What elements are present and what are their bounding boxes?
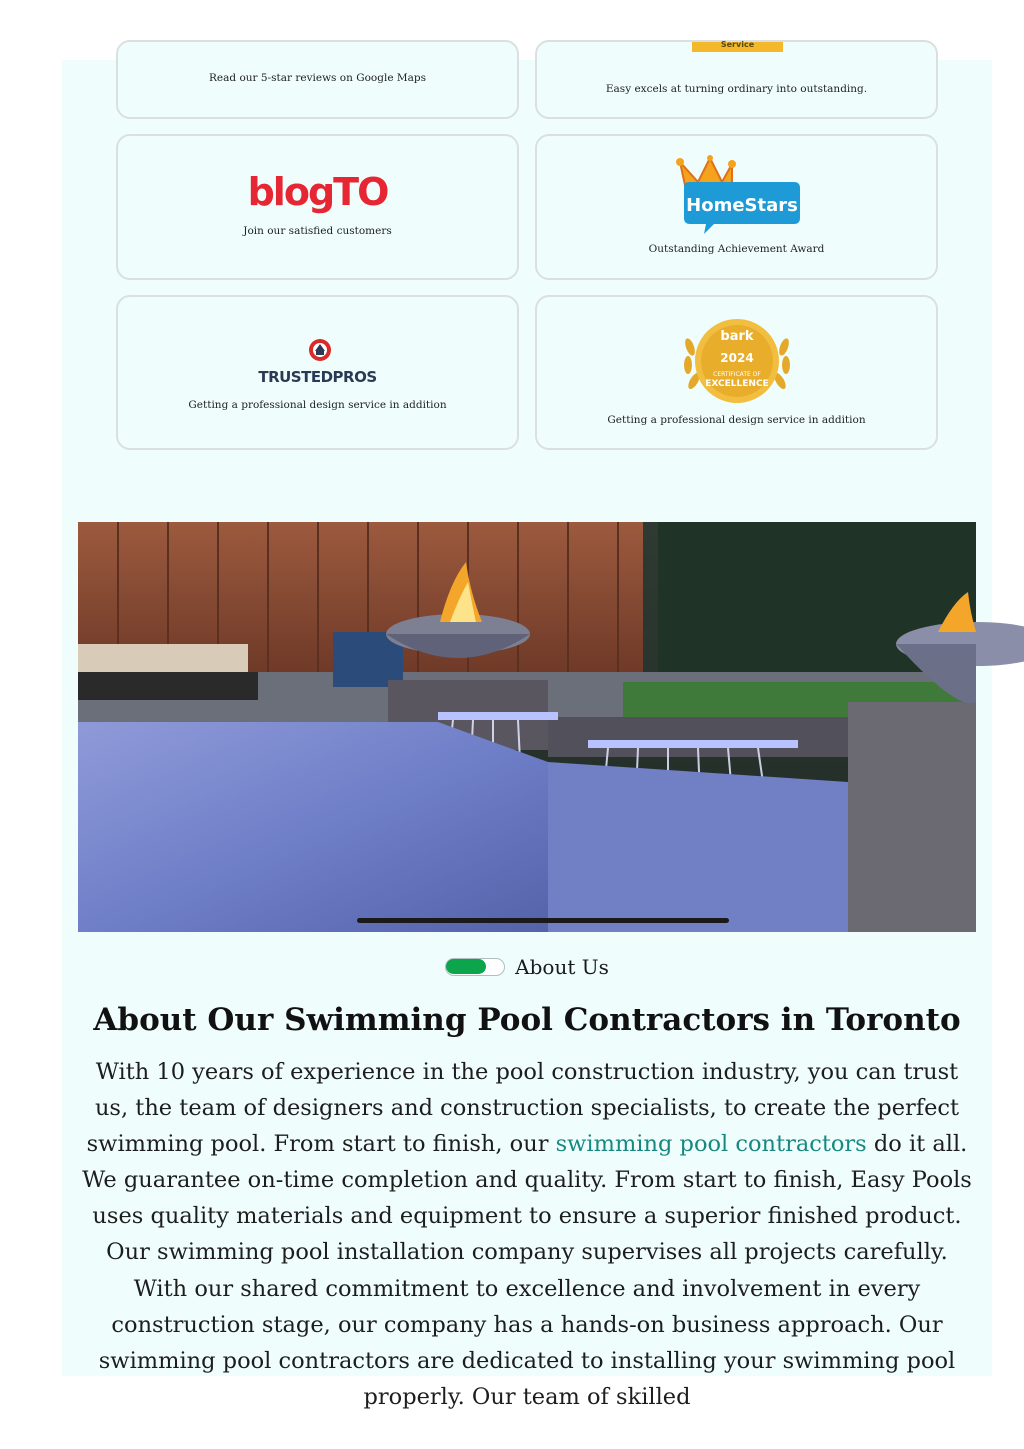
about-us-row [62, 954, 992, 980]
trustedpros-card[interactable] [116, 295, 519, 450]
homestars-card[interactable] [535, 134, 938, 280]
trustedpros-shield-icon [308, 338, 332, 362]
bark-card[interactable] [535, 295, 938, 450]
google-service-card[interactable] [535, 40, 938, 119]
card-caption: Getting a professional design service in addition [607, 414, 866, 426]
carousel-scrollbar[interactable] [357, 918, 729, 923]
google-reviews-card[interactable] [116, 40, 519, 119]
about-toggle[interactable] [445, 958, 505, 976]
bark-line2: EXCELLENCE [705, 379, 769, 389]
pool-photo [78, 522, 976, 932]
about-us-label: About Us [515, 955, 609, 979]
toggle-knob [446, 959, 486, 974]
trustedpros-logo: TRUSTEDPROS [258, 368, 377, 386]
card-caption: Getting a professional design service in addition [188, 399, 447, 411]
bark-year: 2024 [720, 351, 754, 365]
blogto-card[interactable] [116, 134, 519, 280]
paragraph-text-1: With 10 years of experience in the pool construction industry, you can trust us, the team of designers and construction specialists, to create the perfect swimming pool. From start to finish, our [86, 1059, 960, 1158]
service-badge: Service [692, 42, 783, 52]
bark-award-icon [680, 317, 794, 405]
swimming-pool-contractors-link[interactable]: swimming pool contractors [555, 1131, 867, 1158]
card-caption: Outstanding Achievement Award [648, 243, 825, 255]
card-caption: Read our 5-star reviews on Google Maps [209, 72, 426, 84]
card-caption: Easy excels at turning ordinary into outstanding. [605, 83, 868, 95]
paragraph-text-2: do it all. We guarantee on-time completion and quality. From start to finish, Easy Pools uses quality materials and equipment to ensure a superior finished product. Our swimming pool installation company supervises all projects carefully. With our shared commitment to excellence and involvement in every construction stage, our company has a hands-on business approach. Our swimming pool contractors are dedicated to installing your swimming pool properly. Our team of skilled [82, 1131, 972, 1410]
bark-text: bark [720, 329, 754, 344]
content-panel [62, 40, 992, 1410]
homestars-text: HomeStars [686, 195, 798, 216]
about-paragraph [80, 1054, 974, 1415]
blogto-logo: blogTO [247, 170, 388, 214]
homestars-logo [674, 156, 800, 236]
section-heading: About Our Swimming Pool Contractors in Toronto [93, 1002, 961, 1038]
bark-line1: CERTIFICATE OF [713, 371, 761, 378]
hero-pool-image [78, 522, 976, 932]
card-caption: Join our satisfied customers [243, 225, 392, 237]
